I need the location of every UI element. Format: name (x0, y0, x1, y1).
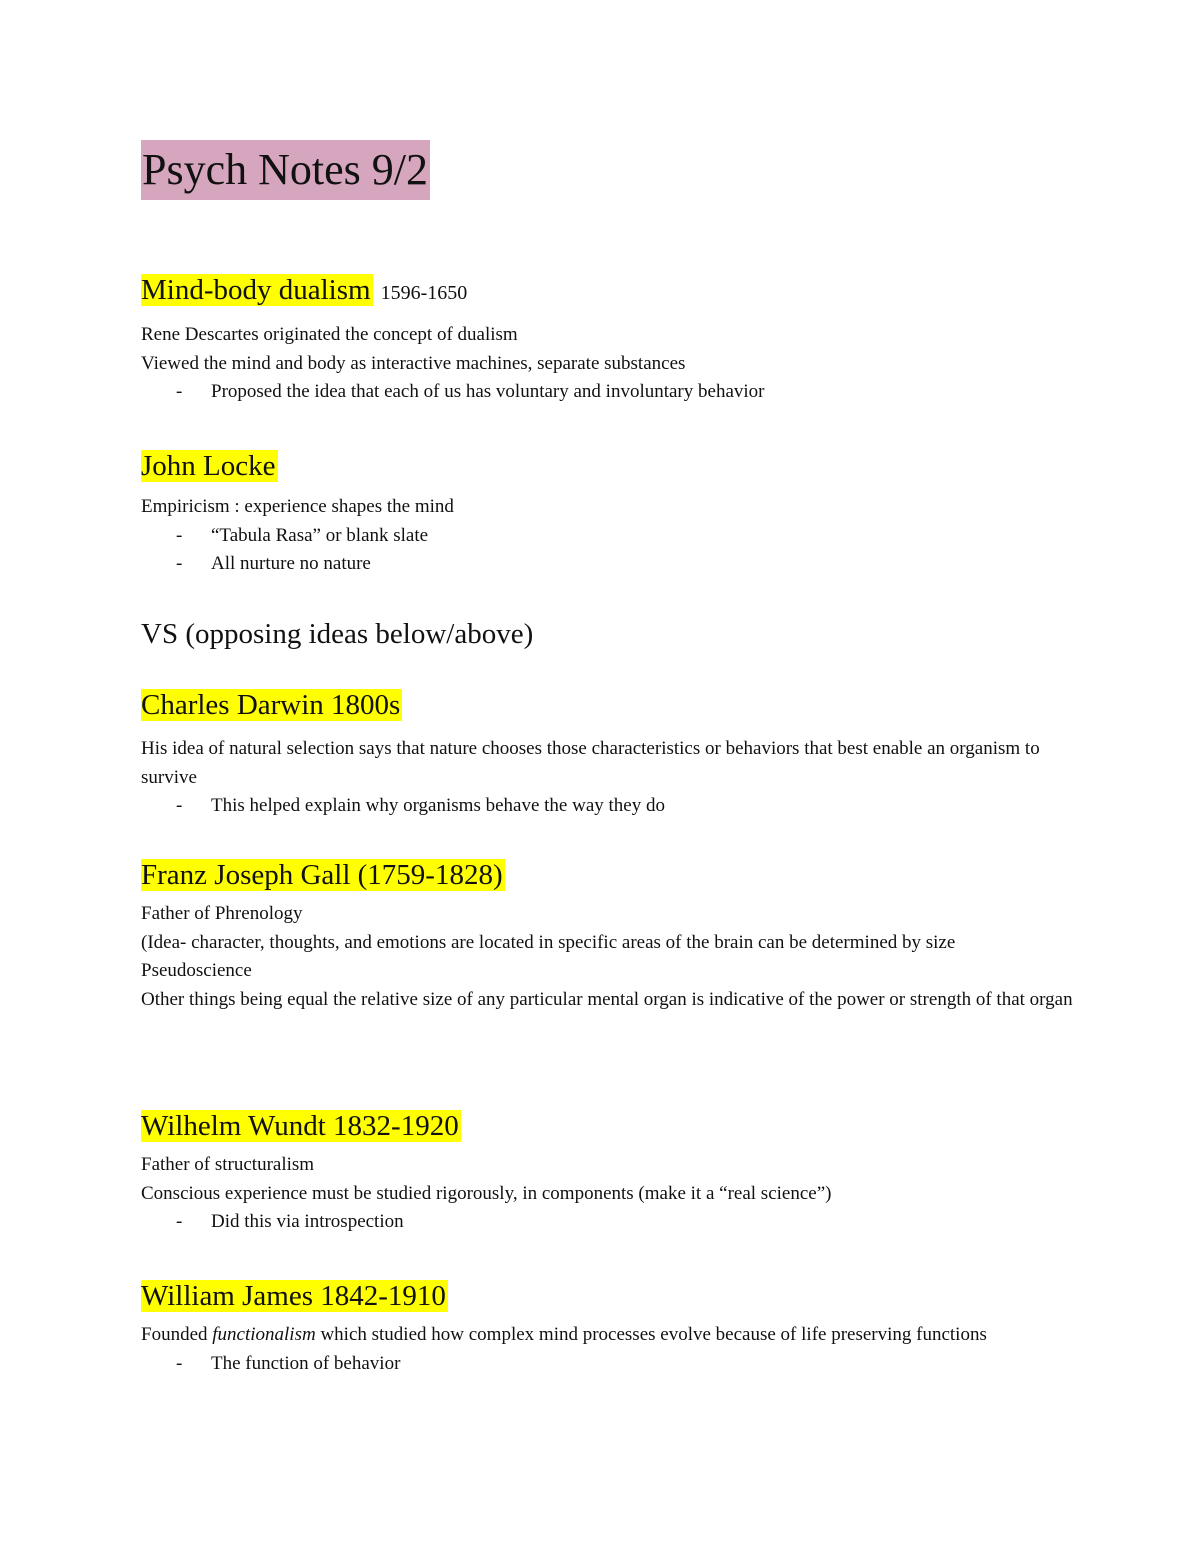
section-line: Conscious experience must be studied rigorously, in components (make it a “real science”) (141, 1182, 832, 1204)
list-item-text: “Tabula Rasa” or blank slate (211, 524, 429, 546)
section-heading (141, 1276, 1081, 1318)
bullet-list (141, 792, 1081, 821)
list-item (141, 1350, 1081, 1379)
section-william-james (141, 1276, 1081, 1378)
bullet-marker: - (176, 553, 183, 574)
section-charles-darwin (141, 685, 1081, 821)
section-title: John Locke (141, 450, 276, 482)
section-line: Father of Phrenology (141, 903, 303, 924)
line-text: Founded (141, 1324, 213, 1345)
section-heading (141, 685, 1081, 727)
line-text: which studied how complex mind processes evolve because of life preserving functions (315, 1324, 987, 1345)
section-heading (141, 270, 1081, 313)
section-title: Charles Darwin 1800s (141, 689, 401, 721)
bullet-list (141, 1208, 1081, 1237)
list-item (141, 378, 1081, 407)
bullet-list (141, 1350, 1081, 1379)
section-heading (141, 855, 1081, 897)
bullet-list (141, 378, 1081, 407)
list-item (141, 1208, 1081, 1237)
bullet-marker: - (176, 381, 183, 402)
list-item-text: This helped explain why organisms behave the way they do (211, 795, 665, 816)
section-heading (141, 446, 1081, 488)
bullet-list (141, 522, 1081, 579)
list-item (141, 550, 1081, 579)
section-line: Father of structuralism (141, 1154, 315, 1175)
section-line: Other things being equal the relative size of any particular mental organ is indicative of the power or strength of that organ (141, 988, 1073, 1010)
section-line: Pseudoscience (141, 960, 252, 981)
list-item-text: Proposed the idea that each of us has voluntary and involuntary behavior (211, 381, 765, 402)
bullet-marker: - (176, 1211, 183, 1232)
section-wilhelm-wundt (141, 1106, 1081, 1237)
section-title: Wilhelm Wundt 1832-1920 (141, 1110, 459, 1142)
section-john-locke (141, 446, 1081, 579)
list-item-text: All nurture no nature (211, 553, 371, 574)
section-line: Rene Descartes originated the concept of dualism (141, 324, 518, 345)
section-title: Franz Joseph Gall (1759-1828) (141, 859, 503, 891)
list-item (141, 522, 1081, 551)
section-heading (141, 614, 1081, 656)
page-title: Psych Notes 9/2 (141, 140, 430, 200)
title-block (141, 140, 430, 200)
section-date: 1596-1650 (380, 282, 468, 304)
bullet-marker: - (176, 524, 183, 546)
list-item-text: Did this via introspection (211, 1211, 404, 1232)
section-vs (141, 614, 1081, 656)
section-line (141, 1321, 1081, 1350)
bullet-marker: - (176, 795, 183, 816)
italic-term: functionalism (212, 1324, 316, 1345)
section-mind-body-dualism (141, 270, 1081, 407)
section-title: VS (opposing ideas below/above) (141, 618, 534, 650)
list-item (141, 792, 1081, 821)
section-title: William James 1842-1910 (141, 1280, 446, 1312)
section-title: Mind-body dualism (141, 274, 371, 306)
section-line: Viewed the mind and body as interactive machines, separate substances (141, 352, 686, 374)
section-line: His idea of natural selection says that nature chooses those characteristics or behaviors that best enable an organism to survive (141, 738, 1040, 788)
section-line: Empiricism : experience shapes the mind (141, 496, 454, 517)
list-item-text: The function of behavior (211, 1352, 401, 1374)
section-franz-joseph-gall (141, 855, 1081, 1014)
section-line: (Idea- character, thoughts, and emotions are located in specific areas of the brain can be determined by size (141, 931, 956, 953)
section-heading (141, 1106, 1081, 1148)
bullet-marker: - (176, 1352, 183, 1374)
